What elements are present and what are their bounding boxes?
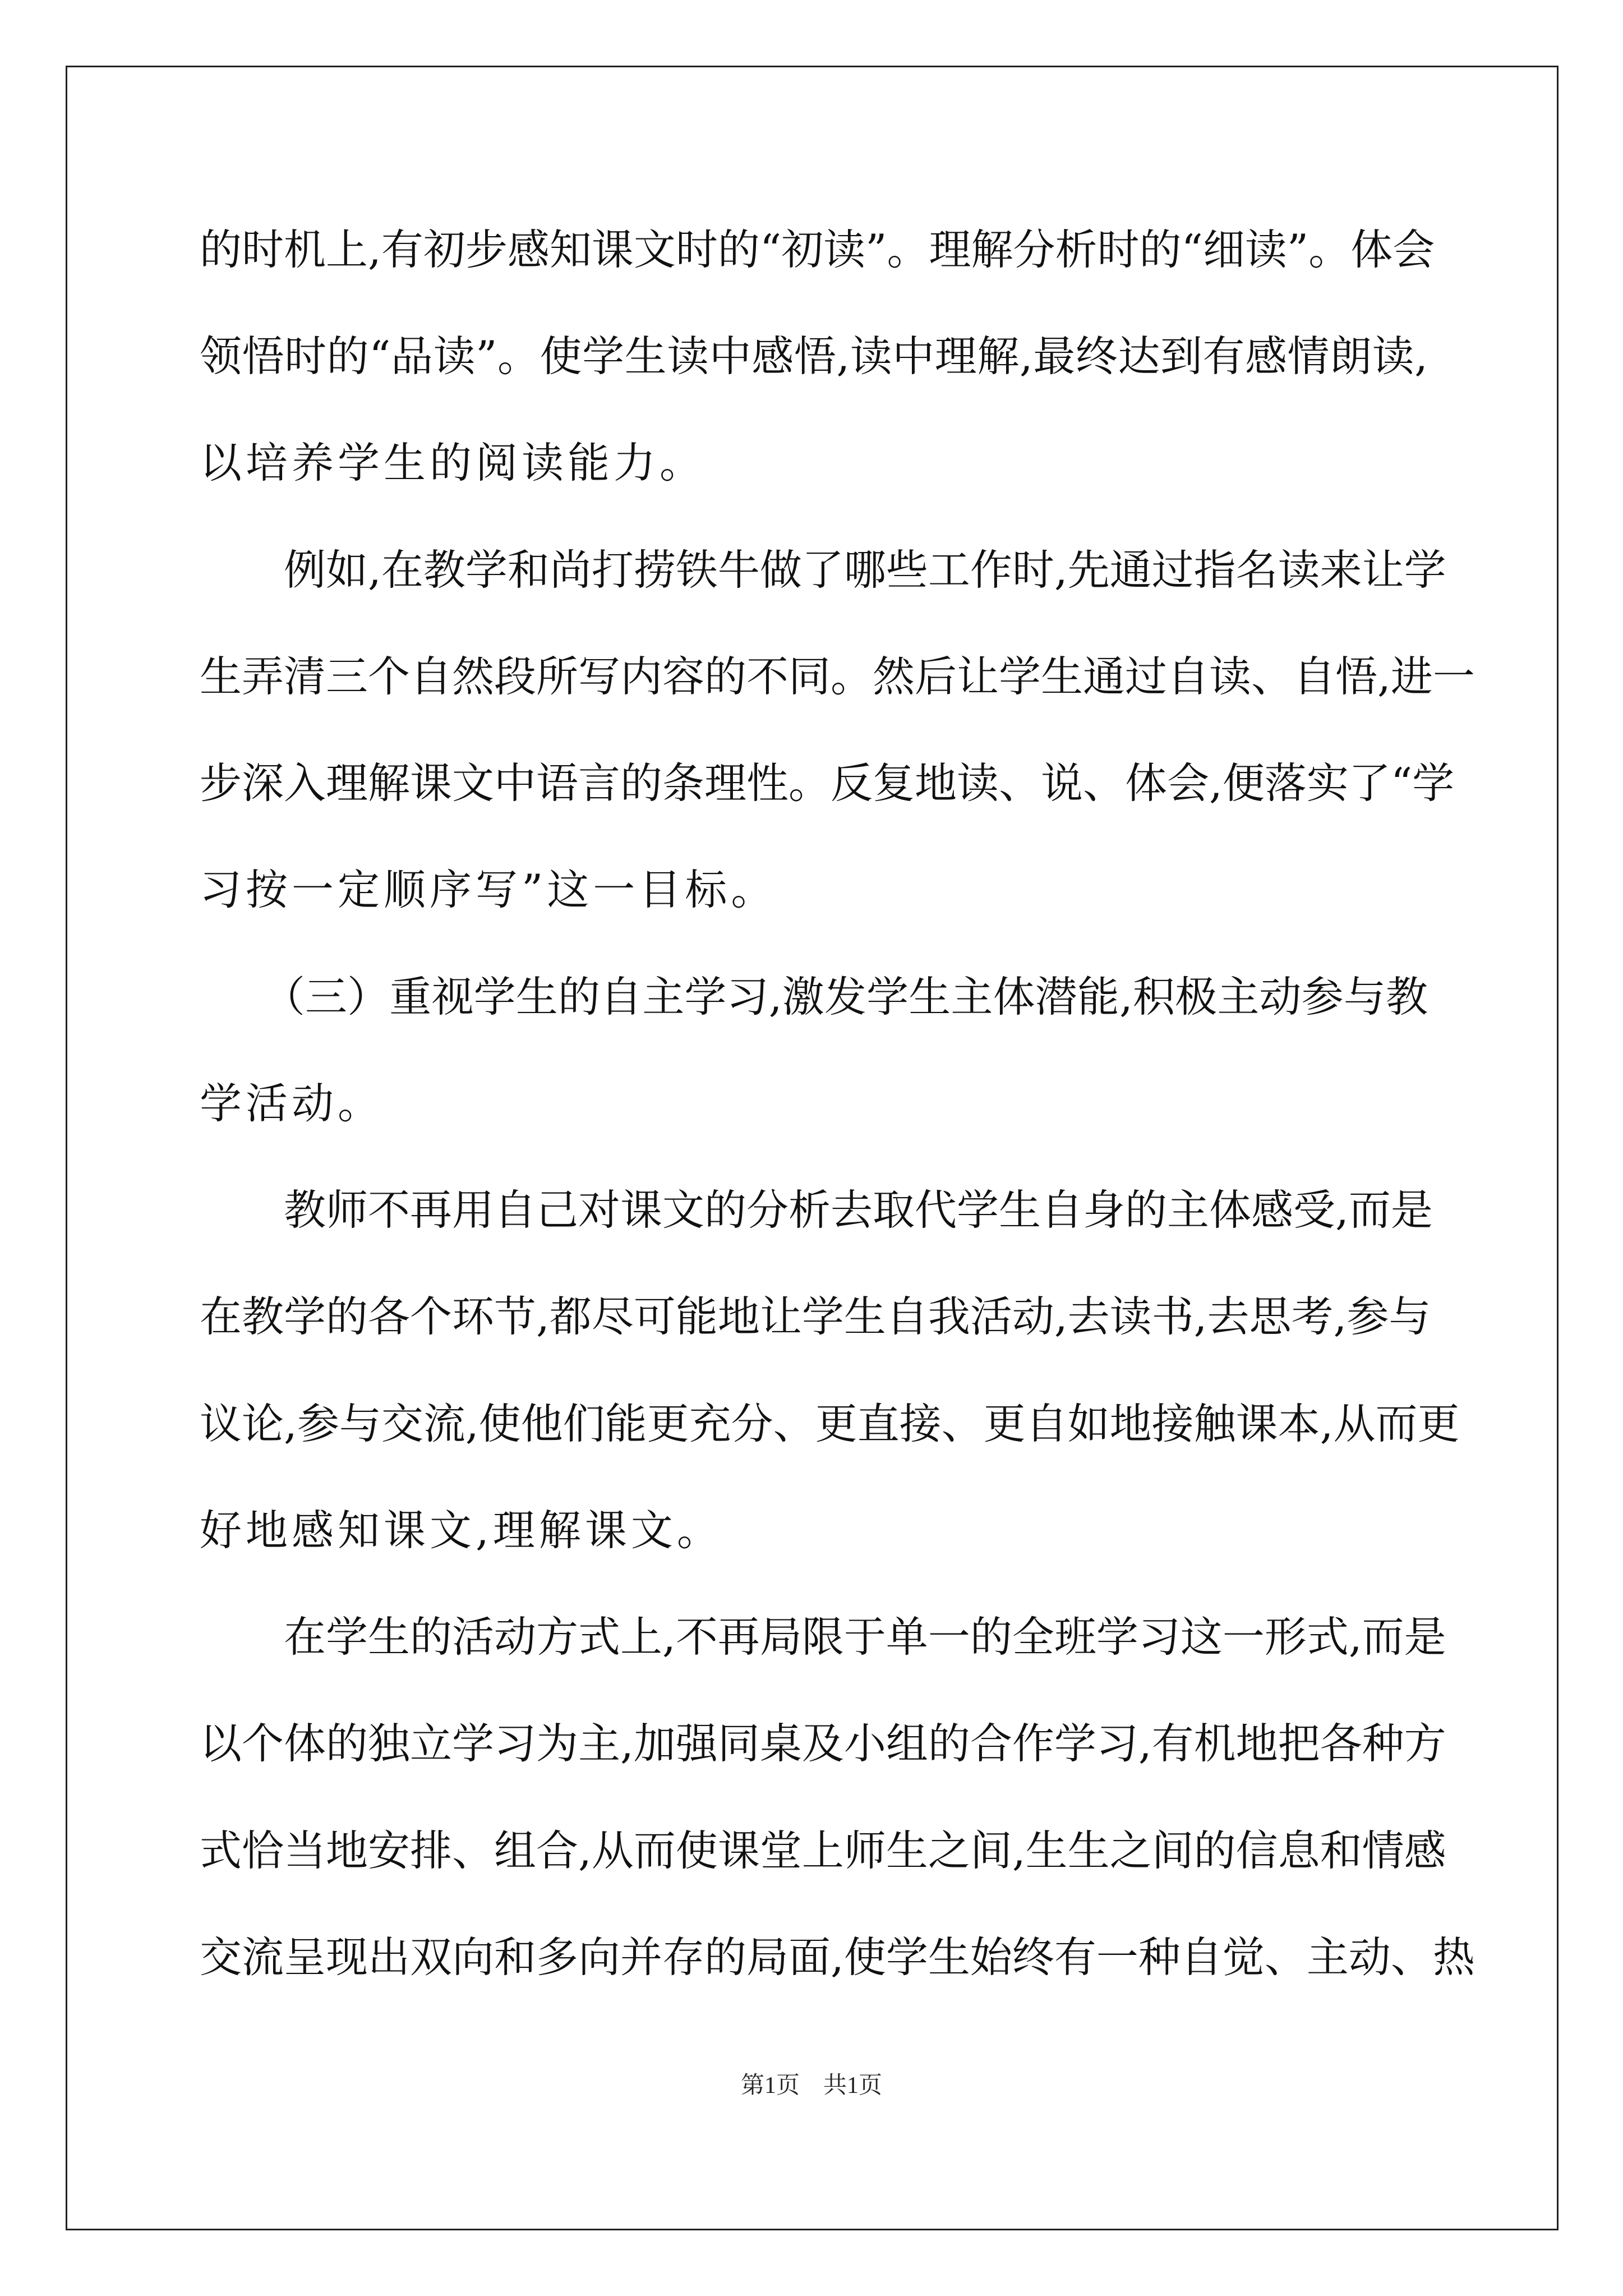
text-line: 在教学的各个环节,都尽可能地让学生自我活动,去读书,去思考,参与 — [200, 1292, 1431, 1341]
text-line: 领悟时的“品读”。使学生读中感悟,读中理解,最终达到有感情朗读, — [200, 332, 1428, 381]
page-footer — [0, 2070, 1623, 2101]
text-line: 在学生的活动方式上,不再局限于单一的全班学习这一形式,而是 — [200, 1612, 1446, 1662]
text-line: 例如,在教学和尚打捞铁牛做了哪些工作时,先通过指名读来让学 — [200, 545, 1446, 595]
text-line: 议论,参与交流,使他们能更充分、更直接、更自如地接触课本,从而更 — [200, 1399, 1460, 1448]
text-line: 好地感知课文,理解课文。 — [200, 1506, 723, 1555]
text-line: （三）重视学生的自主学习,激发学生主体潜能,积极主动参与教 — [200, 972, 1428, 1022]
text-line: 的时机上,有初步感知课文时的“初读”。理解分析时的“细读”。体会 — [200, 225, 1435, 274]
text-line: 习按一定顺序写”这一目标。 — [200, 865, 777, 914]
text-line: 式恰当地安排、组合,从而使课堂上师生之间,生生之间的信息和情感 — [200, 1826, 1446, 1875]
text-line: 以培养学生的阅读能力。 — [200, 438, 706, 487]
text-line: 生弄清三个自然段所写内容的不同。然后让学生通过自读、自悟,进一 — [200, 652, 1475, 701]
page-number: 第1页 — [740, 2073, 800, 2099]
page-total: 共1页 — [823, 2073, 883, 2099]
text-line: 步深入理解课文中语言的条理性。反复地读、说、体会,便落实了“学 — [200, 758, 1455, 808]
text-line: 学活动。 — [200, 1079, 384, 1128]
text-line: 交流呈现出双向和多向并存的局面,使学生始终有一种自觉、主动、热 — [200, 1932, 1475, 1982]
text-line: 以个体的独立学习为主,加强同桌及小组的合作学习,有机地把各种方 — [200, 1719, 1446, 1768]
page-border — [66, 66, 1559, 2230]
text-line: 教师不再用自己对课文的分析去取代学生自身的主体感受,而是 — [200, 1185, 1433, 1235]
